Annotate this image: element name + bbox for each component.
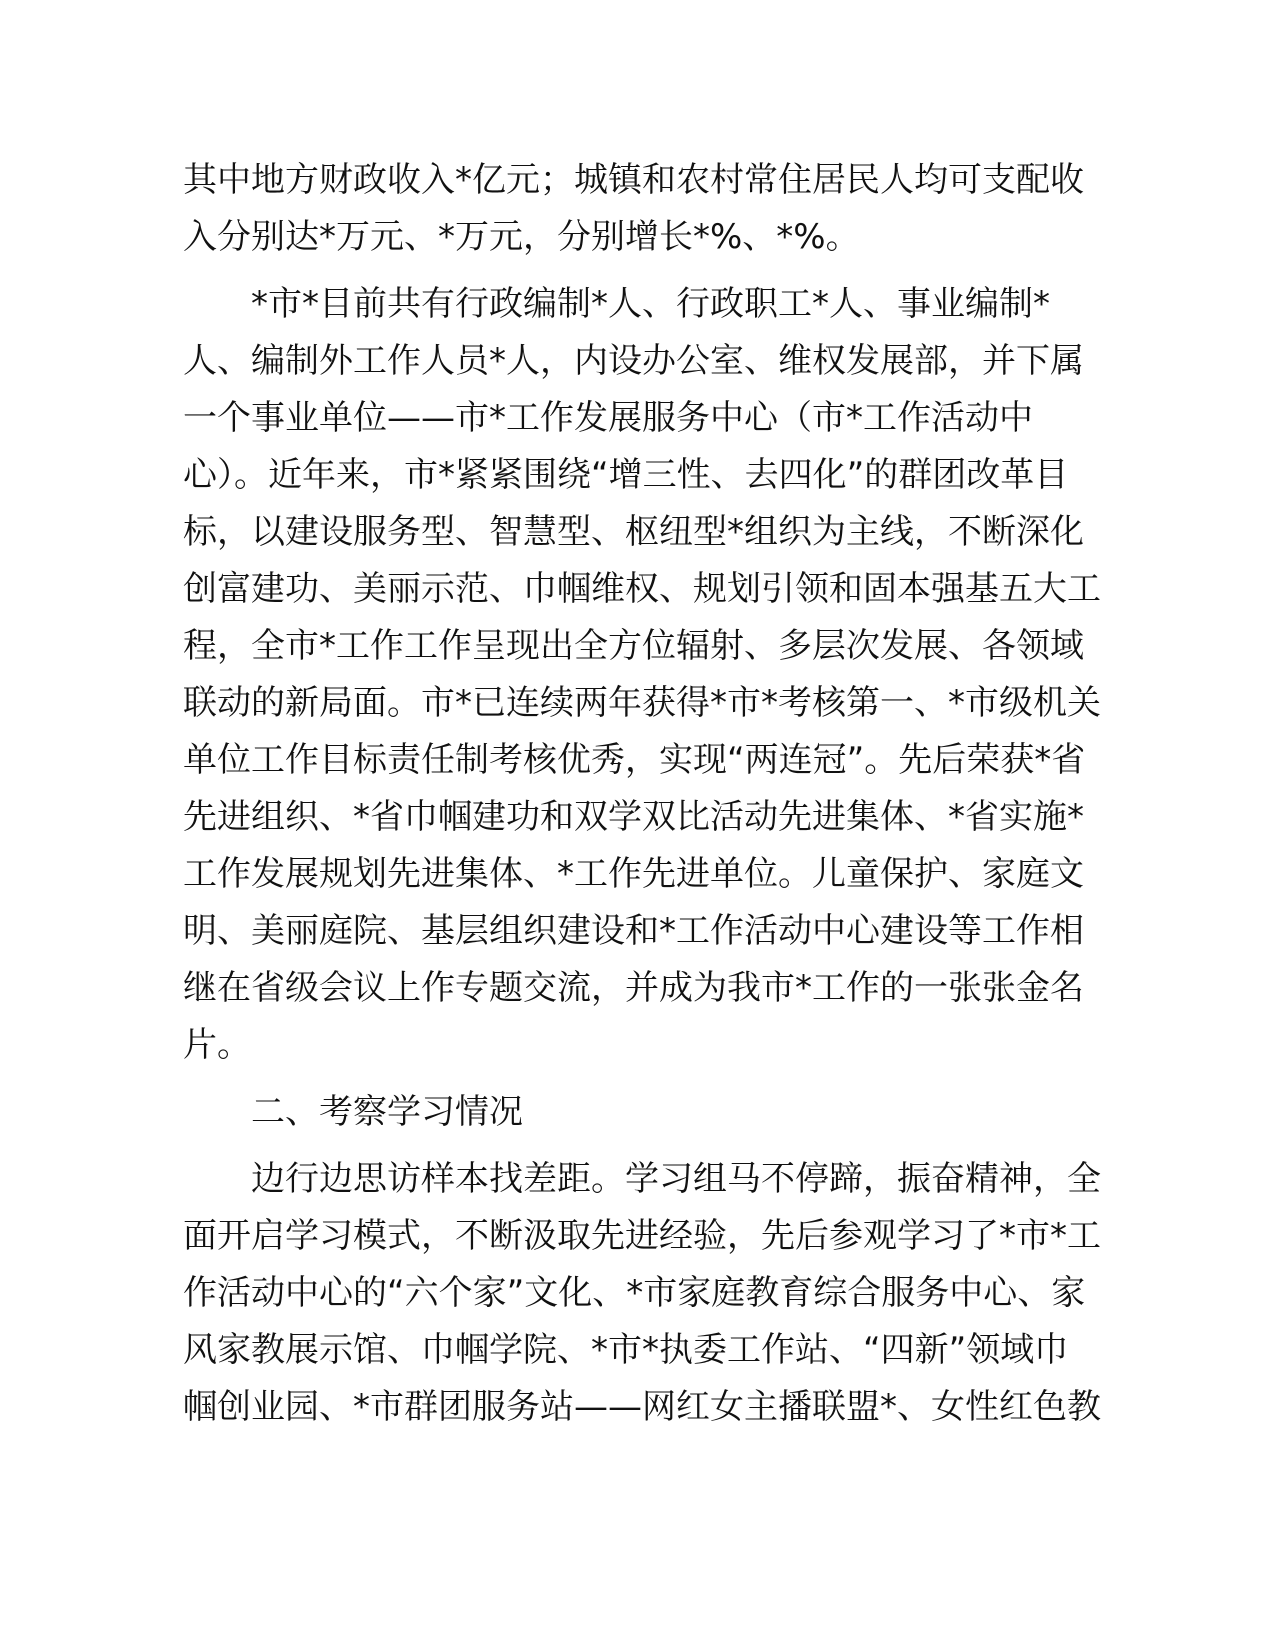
text-line: 心）。近年来，市*紧紧围绕“增三性、去四化”的群团改革目	[183, 455, 1069, 495]
text-line: 一个事业单位——市*工作发展服务中心（市*工作活动中	[183, 398, 1033, 438]
text-line: 继在省级会议上作专题交流，并成为我市*工作的一张张金名	[183, 968, 1084, 1008]
text-line: 程，全市*工作工作呈现出全方位辐射、多层次发展、各领域	[183, 626, 1084, 666]
text-line: 帼创业园、*市群团服务站——网红女主播联盟*、女性红色教	[183, 1387, 1101, 1427]
paragraph-income	[183, 152, 1095, 266]
text-line: 边行边思访样本找差距。学习组马不停蹄，振奋精神，全	[251, 1159, 1101, 1199]
text-line: 作活动中心的“六个家”文化、*市家庭教育综合服务中心、家	[183, 1273, 1086, 1313]
section-heading	[183, 1084, 1095, 1141]
text-line: 入分别达*万元、*万元，分别增长*%、*%。	[183, 217, 860, 257]
text-line: 片。	[183, 1025, 251, 1065]
text-line: 联动的新局面。市*已连续两年获得*市*考核第一、*市级机关	[183, 683, 1101, 723]
text-line: 创富建功、美丽示范、巾帼维权、规划引领和固本强基五大工	[183, 569, 1101, 609]
text-line: 其中地方财政收入*亿元；城镇和农村常住居民人均可支配收	[183, 160, 1084, 200]
paragraph-study	[183, 1151, 1101, 1436]
document-body	[183, 152, 1101, 1446]
text-line: 先进组织、*省巾帼建功和双学双比活动先进集体、*省实施*	[183, 797, 1084, 837]
text-line: 单位工作目标责任制考核优秀，实现“两连冠”。先后荣获*省	[183, 740, 1086, 780]
paragraph-organization	[183, 276, 1101, 1074]
text-line: 标，以建设服务型、智慧型、枢纽型*组织为主线，不断深化	[183, 512, 1084, 552]
text-line: 风家教展示馆、巾帼学院、*市*执委工作站、“四新”领域巾	[183, 1330, 1069, 1370]
text-line: *市*目前共有行政编制*人、行政职工*人、事业编制*	[251, 284, 1050, 324]
text-line: 面开启学习模式，不断汲取先进经验，先后参观学习了*市*工	[183, 1216, 1101, 1256]
text-line: 明、美丽庭院、基层组织建设和*工作活动中心建设等工作相	[183, 911, 1084, 951]
text-line: 人、编制外工作人员*人，内设办公室、维权发展部，并下属	[183, 341, 1084, 381]
text-line: 工作发展规划先进集体、*工作先进单位。儿童保护、家庭文	[183, 854, 1084, 894]
section-heading-text: 二、考察学习情况	[251, 1092, 523, 1132]
